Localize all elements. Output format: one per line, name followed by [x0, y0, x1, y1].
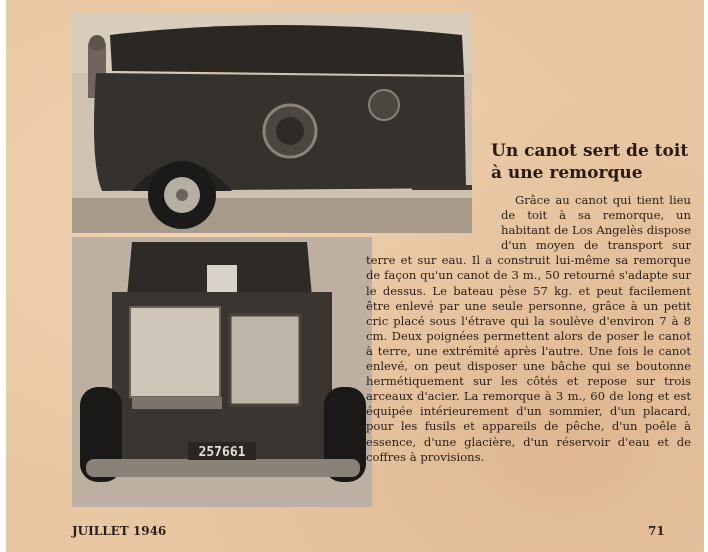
photo-wrap-spacer [366, 193, 501, 253]
page-number: 71 [648, 524, 665, 538]
trailer-rear-photo [72, 237, 372, 507]
issue-date: JUILLET 1946 [72, 524, 167, 538]
magazine-page [6, 0, 704, 552]
license-plate-text: 257661 [198, 445, 246, 460]
article-title [491, 140, 691, 184]
article-title-line2: à une remorque [491, 163, 643, 183]
article-body [366, 193, 691, 465]
article-title-line1: Un canot sert de toit [491, 141, 689, 161]
article-body-text: Grâce au canot qui tient lieu de toit à sa remorque, un habitant de Los Angelès dispose d'un moyen de transport sur terre et sur eau. Il a construit lui-même sa remorque de façon qu'un canot de 3 m., 50 retourné s'adapte sur le dessus. Le bateau pèse 57 kg. et peut facilement être enlevé par une seule personne, grâce à un petit cric placé sous l'étrave qui la soulève d'environ 7 à 8 cm. Deux poignées permettent alors de poser le canot à terre, une extrémité après l'autre. Une fois le canot enlevé, on peut disposer une bâche qui se boutonne hermétiquement sur les côtés et repose sur trois arceaux d'acier. La remorque à 3 m., 60 de long et est équipée intérieurement d'un sommier, d'un placard, pour les fusils et appareils de pêche, d'un poêle à essence, d'une glacière, d'un réservoir d'eau et de coffres à provisions. [366, 193, 691, 464]
